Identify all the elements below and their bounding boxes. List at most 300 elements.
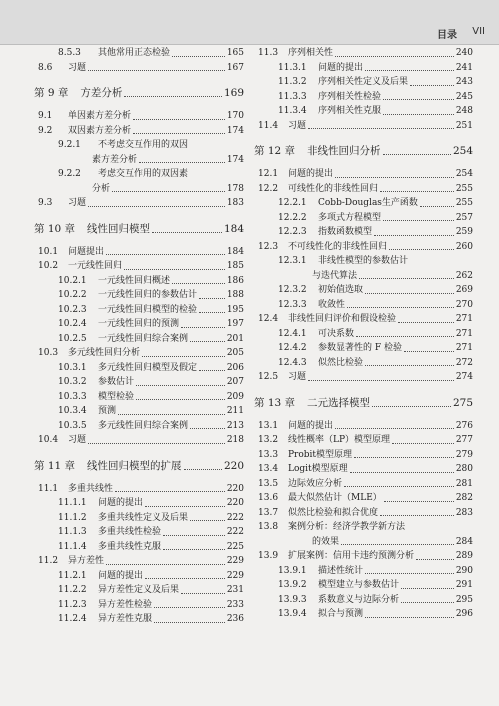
toc-entry-number: 第 9 章: [34, 87, 69, 99]
toc-entry-page: 274: [455, 372, 473, 382]
toc-entry[interactable]: [254, 75, 473, 90]
toc-entry[interactable]: [34, 419, 244, 434]
toc-entry-number: 13.9.3: [278, 594, 307, 605]
toc-entry-number: 10.2.1: [58, 275, 87, 286]
toc-entry-page: 241: [455, 62, 473, 73]
toc-entry-title: 习题: [68, 198, 87, 208]
toc-entry-title: 一元线性回归综合案例: [98, 333, 189, 344]
toc-entry-title: 的效果: [312, 536, 340, 547]
toc-entry-page: 236: [226, 614, 244, 624]
toc-entry-page: 225: [226, 541, 244, 552]
toc-entry[interactable]: [34, 46, 244, 61]
toc-entry-number: 11.2.4: [58, 614, 87, 624]
toc-entry-page: 260: [455, 241, 473, 252]
toc-entry-title: 边际效应分析: [288, 478, 343, 489]
toc-entry-title: 序列相关性定义及后果: [318, 77, 409, 87]
toc-entry-number: 12.4.2: [278, 343, 307, 353]
toc-right-column: [254, 46, 473, 622]
toc-entry[interactable]: [254, 298, 473, 313]
toc-leader-dots: [139, 162, 225, 163]
toc-entry[interactable]: [254, 549, 473, 564]
toc-entry[interactable]: [254, 370, 473, 385]
toc-entry-title: Logit模型原理: [288, 464, 348, 474]
toc-entry-number: 第 10 章: [34, 222, 76, 235]
toc-entry-title: 习题: [288, 120, 307, 131]
toc-leader-dots: [308, 380, 454, 381]
toc-entry-title: 收敛性: [318, 299, 346, 310]
toc-leader-dots: [199, 370, 225, 371]
toc-entry-number: 8.6: [38, 62, 53, 73]
toc-entry[interactable]: [34, 482, 244, 497]
toc-entry-page: 281: [455, 478, 473, 489]
toc-entry-title: 单因素方差分析: [68, 111, 132, 121]
toc-entry[interactable]: [34, 245, 244, 260]
toc-entry[interactable]: [254, 104, 473, 119]
toc-leader-dots: [410, 85, 454, 86]
toc-entry-number: 12.2.2: [278, 212, 307, 223]
toc-entry-title: 多元线性回归综合案例: [98, 420, 189, 431]
toc-entry-number: 10.2.3: [58, 304, 87, 315]
toc-entry-page: 280: [455, 464, 473, 474]
toc-entry-number: 12.2: [258, 183, 279, 194]
toc-entry-number: 12.4: [258, 314, 279, 324]
toc-leader-dots: [136, 399, 225, 400]
toc-entry-number: 13.9.2: [278, 580, 307, 590]
toc-entry[interactable]: [254, 593, 473, 608]
toc-entry-title: 不可线性化的非线性回归: [288, 241, 388, 252]
toc-leader-dots: [124, 96, 222, 97]
toc-leader-dots: [184, 469, 222, 470]
toc-entry-title: 方差分析: [80, 87, 123, 99]
toc-entry-number: 9.3: [38, 198, 53, 208]
toc-leader-dots: [383, 114, 454, 115]
toc-entry-number: 11.3.1: [278, 62, 307, 73]
toc-leader-dots: [401, 602, 454, 603]
toc-entry-title: 指数函数模型: [318, 227, 373, 237]
toc-entry-number: 13.9.1: [278, 565, 307, 576]
toc-entry-page: 233: [226, 599, 244, 610]
toc-leader-dots: [380, 515, 454, 516]
toc-leader-dots: [118, 414, 225, 415]
toc-entry-page: 222: [226, 527, 244, 537]
toc-entry[interactable]: [254, 90, 473, 105]
toc-entry[interactable]: [34, 196, 244, 211]
toc-leader-dots: [190, 341, 225, 342]
toc-entry[interactable]: [254, 119, 473, 134]
toc-entry-number: 10.3.3: [58, 391, 87, 402]
toc-entry-page: 284: [455, 536, 473, 547]
toc-leader-dots: [133, 133, 225, 134]
toc-entry-number: 9.2.1: [58, 140, 81, 150]
toc-entry-title: 模型建立与参数估计: [318, 580, 400, 590]
header-page-number: VII: [472, 26, 485, 37]
toc-entry-title: 不考虑交互作用的双因: [98, 140, 189, 150]
toc-entry[interactable]: [254, 240, 473, 255]
toc-entry[interactable]: [254, 46, 473, 61]
toc-entry-page: 283: [455, 507, 473, 518]
toc-entry-number: 9.2.2: [58, 169, 81, 179]
toc-entry-number: 10.3.2: [58, 377, 87, 387]
toc-entry-title: Cobb-Douglas生产函数: [318, 198, 418, 208]
toc-entry-number: 9.2: [38, 125, 53, 136]
toc-leader-dots: [344, 486, 454, 487]
toc-entry-number: 10.4: [38, 435, 59, 445]
toc-entry-number: 13.3: [258, 449, 279, 460]
toc-entry-title: 拟合与预测: [318, 609, 364, 619]
toc-entry-title: 一元线性回归的预测: [98, 319, 180, 329]
toc-entry-number: 10.2.5: [58, 333, 87, 344]
toc-entry[interactable]: [254, 564, 473, 579]
toc-leader-dots: [88, 206, 225, 207]
toc-leader-dots: [365, 70, 454, 71]
toc-entry-number: 10.3.4: [58, 406, 87, 416]
toc-entry-page: 205: [226, 348, 244, 358]
toc-entry-page: 229: [226, 556, 244, 566]
toc-entry-number: 8.5.3: [58, 48, 81, 58]
toc-leader-dots: [347, 307, 454, 308]
toc-entry-page: 259: [455, 227, 473, 237]
toc-entry-number: 12.4.3: [278, 357, 307, 368]
toc-entry[interactable]: [34, 496, 244, 511]
toc-entry-number: 12.2.3: [278, 227, 307, 237]
toc-leader-dots: [335, 56, 454, 57]
toc-entry-number: 11.3.3: [278, 91, 307, 102]
toc-leader-dots: [106, 564, 225, 565]
toc-leader-dots: [145, 578, 225, 579]
toc-leader-dots: [106, 254, 225, 255]
toc-leader-dots: [172, 283, 225, 284]
header-divider: [0, 44, 499, 45]
toc-entry[interactable]: [254, 607, 473, 622]
toc-leader-dots: [142, 356, 225, 357]
toc-entry-number: 13.7: [258, 507, 279, 518]
toc-leader-dots: [335, 428, 454, 429]
toc-entry-number: 13.4: [258, 464, 279, 474]
toc-entry-page: 220: [223, 459, 244, 472]
toc-entry[interactable]: [34, 390, 244, 405]
toc-entry-title: 分析: [92, 183, 111, 194]
toc-entry-page: 254: [452, 145, 473, 157]
toc-entry-page: 222: [226, 512, 244, 523]
toc-entry-title: 与迭代算法: [312, 270, 358, 281]
toc-entry-page: 186: [226, 275, 244, 286]
toc-entry-title: 似然比检验: [318, 357, 364, 368]
toc-leader-dots: [172, 56, 225, 57]
toc-entry-title: 可线性化的非线性回归: [288, 183, 379, 194]
toc-leader-dots: [154, 607, 225, 608]
toc-entry-title: Probit模型原理: [288, 449, 353, 460]
toc-entry-page: 211: [226, 406, 244, 416]
toc-entry[interactable]: [34, 332, 244, 347]
toc-entry-number: 11.2.1: [58, 570, 87, 581]
toc-entry-page: 291: [455, 580, 473, 590]
toc-entry-page: 197: [226, 319, 244, 329]
toc-entry-title: 非线性回归评价和假设检验: [288, 314, 397, 324]
toc-entry-title: 异方差性克服: [98, 614, 153, 624]
toc-entry-title: 非线性回归分析: [307, 145, 381, 157]
toc-left-column: [34, 46, 244, 627]
toc-entry-page: 184: [226, 246, 244, 257]
toc-entry-page: 231: [226, 585, 244, 595]
toc-entry-title: 异方差性定义及后果: [98, 585, 180, 595]
toc-leader-dots: [136, 385, 225, 386]
toc-entry[interactable]: [34, 525, 244, 540]
toc-entry[interactable]: [254, 520, 473, 535]
toc-entry-page: 269: [455, 285, 473, 295]
toc-entry-title: 问题的提出: [98, 570, 144, 581]
toc-entry[interactable]: [254, 312, 473, 327]
toc-entry[interactable]: [34, 598, 244, 613]
toc-entry-page: 183: [226, 198, 244, 208]
toc-entry[interactable]: [254, 535, 473, 550]
toc-entry[interactable]: [34, 317, 244, 332]
toc-entry-title: 线性回归模型的扩展: [87, 459, 182, 472]
toc-entry-number: 10.3.5: [58, 420, 87, 431]
toc-entry[interactable]: [254, 327, 473, 342]
toc-entry-number: 13.8: [258, 522, 279, 532]
toc-leader-dots: [389, 249, 454, 250]
toc-leader-dots: [181, 593, 225, 594]
toc-leader-dots: [356, 336, 454, 337]
toc-entry[interactable]: [254, 448, 473, 463]
toc-entry[interactable]: [34, 404, 244, 419]
toc-entry-title: 多重共线性定义及后果: [98, 512, 189, 523]
toc-entry[interactable]: [254, 433, 473, 448]
toc-spacer: [34, 211, 244, 221]
toc-entry-title: 系数意义与边际分析: [318, 594, 400, 605]
toc-entry-number: 10.3: [38, 348, 59, 358]
toc-entry-title: 多重共线性: [68, 483, 114, 494]
toc-spacer: [254, 133, 473, 143]
toc-entry[interactable]: [254, 419, 473, 434]
toc-entry-title: 多元线性回归模型及假定: [98, 362, 198, 373]
toc-entry-page: 282: [455, 493, 473, 503]
toc-entry[interactable]: [34, 138, 244, 153]
toc-entry[interactable]: [34, 259, 244, 274]
toc-entry-page: 213: [226, 420, 244, 431]
toc-entry-title: 描述性统计: [318, 565, 364, 576]
toc-entry[interactable]: [34, 61, 244, 76]
toc-entry-number: 11.1.3: [58, 527, 87, 537]
toc-entry[interactable]: [254, 477, 473, 492]
toc-entry[interactable]: [254, 211, 473, 226]
toc-leader-dots: [380, 191, 454, 192]
toc-entry-number: 12.3.3: [278, 299, 307, 310]
toc-entry-title: 习题: [288, 372, 307, 382]
toc-leader-dots: [133, 119, 225, 120]
toc-entry-number: 9.1: [38, 111, 53, 121]
toc-entry-title: 习题: [68, 435, 87, 445]
toc-leader-dots: [398, 322, 454, 323]
toc-entry[interactable]: [34, 182, 244, 197]
toc-entry-title: 多项式方程模型: [318, 212, 382, 223]
toc-entry-title: 一元线性回归的参数估计: [98, 290, 198, 300]
toc-leader-dots: [199, 312, 225, 313]
toc-chapter[interactable]: [34, 85, 244, 101]
toc-entry-title: 预测: [98, 406, 117, 416]
toc-entry-number: 第 13 章: [254, 396, 296, 409]
toc-entry[interactable]: [254, 506, 473, 521]
toc-entry-page: 174: [226, 125, 244, 136]
toc-leader-dots: [383, 154, 451, 155]
toc-entry-number: 10.2: [38, 261, 59, 271]
toc-leader-dots: [154, 622, 225, 623]
toc-leader-dots: [335, 177, 454, 178]
toc-chapter[interactable]: [254, 395, 473, 411]
toc-entry[interactable]: [254, 196, 473, 211]
toc-leader-dots: [365, 293, 454, 294]
toc-chapter[interactable]: [34, 458, 244, 474]
toc-entry[interactable]: [34, 361, 244, 376]
toc-entry-title: 可决系数: [318, 328, 355, 339]
toc-entry-title: 序列相关性克服: [318, 106, 382, 116]
toc-entry-number: 10.1: [38, 246, 59, 257]
toc-leader-dots: [354, 457, 454, 458]
toc-entry[interactable]: [34, 167, 244, 182]
toc-entry-title: 案例分析：经济学教学新方法: [288, 522, 406, 532]
toc-leader-dots: [420, 206, 454, 207]
toc-entry-page: 279: [455, 449, 473, 460]
toc-entry-title: 最大似然估计（MLE）: [288, 493, 382, 503]
toc-entry-number: 12.4.1: [278, 328, 307, 339]
toc-entry-title: 初始值选取: [318, 285, 364, 295]
toc-entry[interactable]: [254, 491, 473, 506]
toc-entry-page: 206: [226, 362, 244, 373]
toc-leader-dots: [372, 406, 451, 407]
toc-entry[interactable]: [34, 153, 244, 168]
toc-entry[interactable]: [34, 612, 244, 627]
toc-entry-title: 问题的提出: [288, 169, 334, 179]
toc-entry-number: 11.1.2: [58, 512, 87, 523]
toc-entry-title: 多重共线性克服: [98, 541, 162, 552]
toc-entry-number: 10.2.2: [58, 290, 87, 300]
toc-entry[interactable]: [254, 341, 473, 356]
toc-entry[interactable]: [254, 61, 473, 76]
toc-entry-number: 11.3.4: [278, 106, 307, 116]
toc-entry-page: 220: [226, 483, 244, 494]
toc-entry-page: 170: [226, 111, 244, 121]
toc-entry-number: 12.3.1: [278, 256, 307, 266]
toc-leader-dots: [416, 559, 454, 560]
toc-entry[interactable]: [254, 167, 473, 182]
toc-entry-page: 262: [455, 270, 473, 281]
toc-entry[interactable]: [34, 511, 244, 526]
toc-entry[interactable]: [254, 254, 473, 269]
toc-entry-title: 问题提出: [68, 246, 105, 257]
toc-entry-number: 13.9: [258, 551, 279, 561]
toc-entry-title: 异方差性: [68, 556, 105, 566]
toc-entry[interactable]: [34, 433, 244, 448]
toc-entry-title: 线性概率（LP）模型原理: [288, 435, 391, 445]
toc-entry[interactable]: [34, 375, 244, 390]
toc-spacer: [254, 385, 473, 395]
toc-entry-title: 似然比检验和拟合优度: [288, 507, 379, 518]
toc-entry[interactable]: [254, 182, 473, 197]
toc-leader-dots: [163, 535, 225, 536]
toc-entry-page: 271: [455, 343, 473, 353]
toc-entry-page: 169: [223, 87, 244, 99]
toc-leader-dots: [365, 617, 454, 618]
toc-entry-page: 240: [455, 48, 473, 58]
toc-entry[interactable]: [254, 578, 473, 593]
toc-entry-title: 参数显著性的 F 检验: [318, 343, 402, 353]
toc-entry[interactable]: [34, 109, 244, 124]
toc-entry[interactable]: [254, 462, 473, 477]
toc-entry-page: 255: [455, 198, 473, 208]
toc-entry-page: 184: [223, 222, 244, 235]
toc-chapter[interactable]: [34, 221, 244, 237]
toc-entry[interactable]: [34, 569, 244, 584]
toc-entry[interactable]: [34, 583, 244, 598]
toc-entry[interactable]: [34, 124, 244, 139]
toc-leader-dots: [124, 269, 225, 270]
toc-entry[interactable]: [254, 356, 473, 371]
toc-leader-dots: [190, 520, 225, 521]
toc-entry-title: 序列相关性检验: [318, 91, 382, 102]
toc-entry-page: 255: [455, 183, 473, 194]
toc-entry-page: 277: [455, 435, 473, 445]
toc-entry-page: 295: [455, 594, 473, 605]
toc-leader-dots: [341, 544, 454, 545]
toc-entry-number: 11.2.2: [58, 585, 87, 595]
toc-entry-number: 11.1.1: [58, 498, 87, 508]
toc-entry-page: 296: [455, 609, 473, 619]
toc-entry-page: 229: [226, 570, 244, 581]
toc-entry[interactable]: [254, 269, 473, 284]
toc-leader-dots: [384, 501, 454, 502]
toc-entry-page: 209: [226, 391, 244, 402]
toc-leader-dots: [115, 491, 225, 492]
toc-entry[interactable]: [34, 274, 244, 289]
toc-entry-page: 270: [455, 299, 473, 310]
toc-entry-page: 185: [226, 261, 244, 271]
toc-spacer: [34, 75, 244, 85]
toc-entry-page: 195: [226, 304, 244, 315]
toc-entry[interactable]: [254, 225, 473, 240]
toc-leader-dots: [392, 443, 454, 444]
toc-leader-dots: [308, 128, 454, 129]
toc-chapter[interactable]: [254, 143, 473, 159]
toc-leader-dots: [190, 428, 225, 429]
toc-entry-number: 12.1: [258, 169, 279, 179]
toc-entry-page: 276: [455, 420, 473, 431]
toc-entry[interactable]: [34, 303, 244, 318]
toc-leader-dots: [383, 99, 454, 100]
toc-entry[interactable]: [254, 283, 473, 298]
header-title: 目录: [437, 30, 457, 41]
toc-entry-number: 12.5: [258, 372, 279, 382]
toc-leader-dots: [181, 327, 225, 328]
toc-entry[interactable]: [34, 554, 244, 569]
toc-entry[interactable]: [34, 540, 244, 555]
toc-entry-number: 12.3.2: [278, 285, 307, 295]
toc-entry-number: 11.1.4: [58, 541, 87, 552]
toc-entry-page: 178: [226, 183, 244, 194]
toc-leader-dots: [88, 70, 225, 71]
toc-entry-page: 207: [226, 377, 244, 387]
toc-entry-number: 11.3: [258, 48, 279, 58]
toc-entry-title: 参数估计: [98, 377, 135, 387]
toc-entry-title: 问题的提出: [98, 498, 144, 508]
toc-entry-page: 289: [455, 551, 473, 561]
toc-entry-title: 其他常用正态检验: [98, 48, 171, 58]
toc-entry-number: 13.6: [258, 493, 279, 503]
toc-leader-dots: [145, 506, 225, 507]
toc-entry[interactable]: [34, 288, 244, 303]
toc-entry[interactable]: [34, 346, 244, 361]
toc-entry-page: 174: [226, 154, 244, 165]
toc-spacer: [254, 411, 473, 419]
